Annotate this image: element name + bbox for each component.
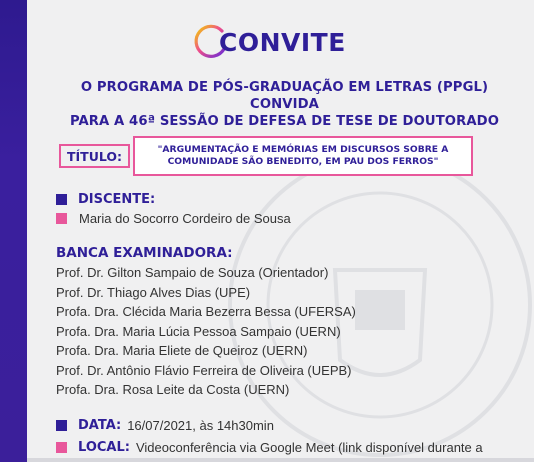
headline-line-2: PARA A 46ª SESSÃO DE DEFESA DE TESE DE DOUTORADO [69,114,500,129]
pink-square-icon [56,442,67,453]
header-logo [192,23,346,61]
data-row [56,418,274,433]
local-label: LOCAL: [78,440,130,455]
banca-heading: BANCA EXAMINADORA: [56,245,233,261]
blue-square-icon [56,194,67,205]
data-value: 16/07/2021, às 14h30min [127,418,274,433]
thesis-title-line-2: COMUNIDADE SÃO BENEDITO, EM PAU DOS FERROS" [167,156,439,167]
pink-square-icon [56,213,67,224]
local-row [56,440,483,455]
local-value: Videoconferência via Google Meet (link disponível durante a [135,440,483,455]
banca-member: Prof. Dr. Gilton Sampaio de Souza (Orientador) [56,265,329,280]
banca-member: Profa. Dra. Clécida Maria Bezerra Bessa (UFERSA) [56,304,356,319]
poster-title: CONVITE [219,27,346,57]
banca-member: Prof. Dr. Antônio Flávio Ferreira de Oliveira (UEPB) [56,362,352,378]
discente-label: DISCENTE: [78,192,156,207]
bottom-divider [27,458,534,462]
banca-member: Profa. Dra. Rosa Leite da Costa (UERN) [56,382,290,397]
discente-row [56,192,155,207]
banca-member: Prof. Dr. Thiago Alves Dias (UPE) [56,284,251,300]
banca-member: Profa. Dra. Maria Eliete de Queiroz (UERN) [56,343,308,358]
banca-member: Profa. Dra. Maria Lúcia Pessoa Sampaio (UERN) [56,323,341,339]
banca-list [56,263,356,400]
left-accent-bar [0,0,27,462]
discente-name: Maria do Socorro Cordeiro de Sousa [79,211,291,226]
thesis-title-box [133,136,473,176]
headline-line-1: O PROGRAMA DE PÓS-GRADUAÇÃO EM LETRAS (PPGL) CONVIDA [80,80,489,112]
thesis-title-line-1: "ARGUMENTAÇÃO E MEMÓRIAS EM DISCURSOS SOBRE A [157,144,449,155]
titulo-label: TÍTULO: [59,144,130,168]
headline [45,79,524,130]
data-label: DATA: [78,418,122,433]
blue-square-icon [56,420,67,431]
discente-name-row [56,211,291,226]
